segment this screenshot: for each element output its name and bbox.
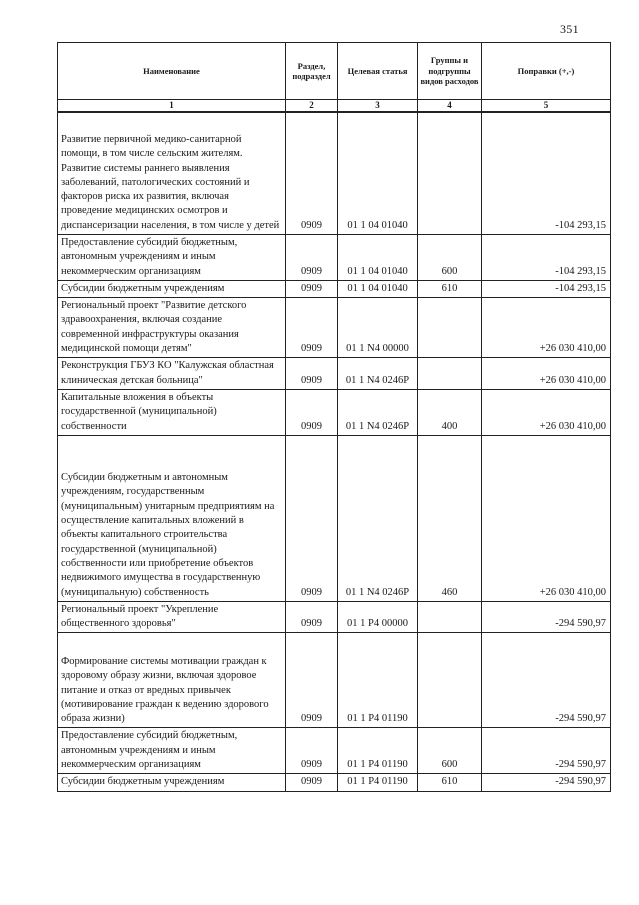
row-section: 0909 bbox=[286, 774, 338, 791]
row-section: 0909 bbox=[286, 435, 338, 601]
row-section: 0909 bbox=[286, 298, 338, 358]
row-name: Предоставление субсидий бюджетным, автономным учреждениям и иным некоммерческим организациям bbox=[58, 235, 286, 281]
row-name: Субсидии бюджетным учреждениям bbox=[58, 774, 286, 791]
page-number: 351 bbox=[560, 22, 579, 36]
row-expense-group bbox=[418, 112, 482, 235]
header-name: Наименование bbox=[58, 43, 286, 100]
row-target-article: 01 1 P4 01190 bbox=[338, 774, 418, 791]
row-target-article: 01 1 N4 00000 bbox=[338, 298, 418, 358]
row-section: 0909 bbox=[286, 358, 338, 390]
row-name: Региональный проект "Развитие детского здравоохранения, включая создание современной инфраструктуры оказания медицинской помощи детям" bbox=[58, 298, 286, 358]
row-amount: +26 030 410,00 bbox=[482, 298, 611, 358]
row-section: 0909 bbox=[286, 235, 338, 281]
row-expense-group: 610 bbox=[418, 774, 482, 791]
column-number: 5 bbox=[482, 100, 611, 112]
row-name: Капитальные вложения в объекты государственной (муниципальной) собственности bbox=[58, 389, 286, 435]
row-section: 0909 bbox=[286, 728, 338, 774]
row-name: Региональный проект "Укрепление общественного здоровья" bbox=[58, 601, 286, 633]
row-expense-group bbox=[418, 633, 482, 728]
column-number: 1 bbox=[58, 100, 286, 112]
table-row bbox=[58, 298, 611, 358]
header-target-article: Целевая статья bbox=[338, 43, 418, 100]
table-row bbox=[58, 601, 611, 633]
table-row bbox=[58, 728, 611, 774]
row-amount: -294 590,97 bbox=[482, 774, 611, 791]
budget-amendments-table bbox=[57, 42, 611, 792]
row-amount: -104 293,15 bbox=[482, 280, 611, 297]
row-target-article: 01 1 N4 0246P bbox=[338, 389, 418, 435]
row-target-article: 01 1 N4 0246P bbox=[338, 358, 418, 390]
table-row bbox=[58, 280, 611, 297]
row-expense-group: 610 bbox=[418, 280, 482, 297]
row-section: 0909 bbox=[286, 280, 338, 297]
row-target-article: 01 1 04 01040 bbox=[338, 235, 418, 281]
row-name: Формирование системы мотивации граждан к здоровому образу жизни, включая здоровое питание и отказ от вредных привычек (мотивирование граждан к ведению здорового образа жизни) bbox=[58, 633, 286, 728]
row-section: 0909 bbox=[286, 601, 338, 633]
row-amount: +26 030 410,00 bbox=[482, 435, 611, 601]
table-row bbox=[58, 389, 611, 435]
row-target-article: 01 1 N4 0246P bbox=[338, 435, 418, 601]
column-number: 2 bbox=[286, 100, 338, 112]
table-row bbox=[58, 435, 611, 601]
column-number: 3 bbox=[338, 100, 418, 112]
row-expense-group: 600 bbox=[418, 235, 482, 281]
column-number: 4 bbox=[418, 100, 482, 112]
header-section: Раздел, подраздел bbox=[286, 43, 338, 100]
row-name: Субсидии бюджетным и автономным учреждениям, государственным (муниципальным) унитарным предприятиям на осуществление капитальных вложений в объекты капитального строительства государственной (муниципальной) собственности или приобретение объектов недвижимого имущества в государственную (муниципальную) собственность bbox=[58, 435, 286, 601]
table-row bbox=[58, 633, 611, 728]
row-name: Предоставление субсидий бюджетным, автономным учреждениям и иным некоммерческим организациям bbox=[58, 728, 286, 774]
row-amount: -104 293,15 bbox=[482, 235, 611, 281]
header-expense-groups: Группы и подгруппы видов расходов bbox=[418, 43, 482, 100]
header-amendments: Поправки (+,-) bbox=[482, 43, 611, 100]
row-section: 0909 bbox=[286, 633, 338, 728]
row-name: Развитие первичной медико-санитарной помощи, в том числе сельским жителям. Развитие системы раннего выявления заболеваний, патологических состояний и факторов риска их развития, включая проведение медицинских осмотров и диспансеризации населения, в том числе у детей bbox=[58, 112, 286, 235]
row-expense-group: 600 bbox=[418, 728, 482, 774]
table-row bbox=[58, 112, 611, 235]
row-target-article: 01 1 P4 01190 bbox=[338, 728, 418, 774]
row-amount: -294 590,97 bbox=[482, 728, 611, 774]
row-amount: -294 590,97 bbox=[482, 633, 611, 728]
row-expense-group: 460 bbox=[418, 435, 482, 601]
table-row bbox=[58, 235, 611, 281]
table-row bbox=[58, 774, 611, 791]
row-amount: +26 030 410,00 bbox=[482, 389, 611, 435]
row-amount: +26 030 410,00 bbox=[482, 358, 611, 390]
table-row bbox=[58, 358, 611, 390]
row-name: Субсидии бюджетным учреждениям bbox=[58, 280, 286, 297]
row-target-article: 01 1 P4 01190 bbox=[338, 633, 418, 728]
row-amount: -294 590,97 bbox=[482, 601, 611, 633]
row-amount: -104 293,15 bbox=[482, 112, 611, 235]
row-expense-group bbox=[418, 298, 482, 358]
row-target-article: 01 1 04 01040 bbox=[338, 112, 418, 235]
row-expense-group bbox=[418, 358, 482, 390]
row-section: 0909 bbox=[286, 112, 338, 235]
row-target-article: 01 1 P4 00000 bbox=[338, 601, 418, 633]
row-section: 0909 bbox=[286, 389, 338, 435]
row-target-article: 01 1 04 01040 bbox=[338, 280, 418, 297]
row-name: Реконструкция ГБУЗ КО "Калужская областная клиническая детская больница" bbox=[58, 358, 286, 390]
row-expense-group bbox=[418, 601, 482, 633]
row-expense-group: 400 bbox=[418, 389, 482, 435]
